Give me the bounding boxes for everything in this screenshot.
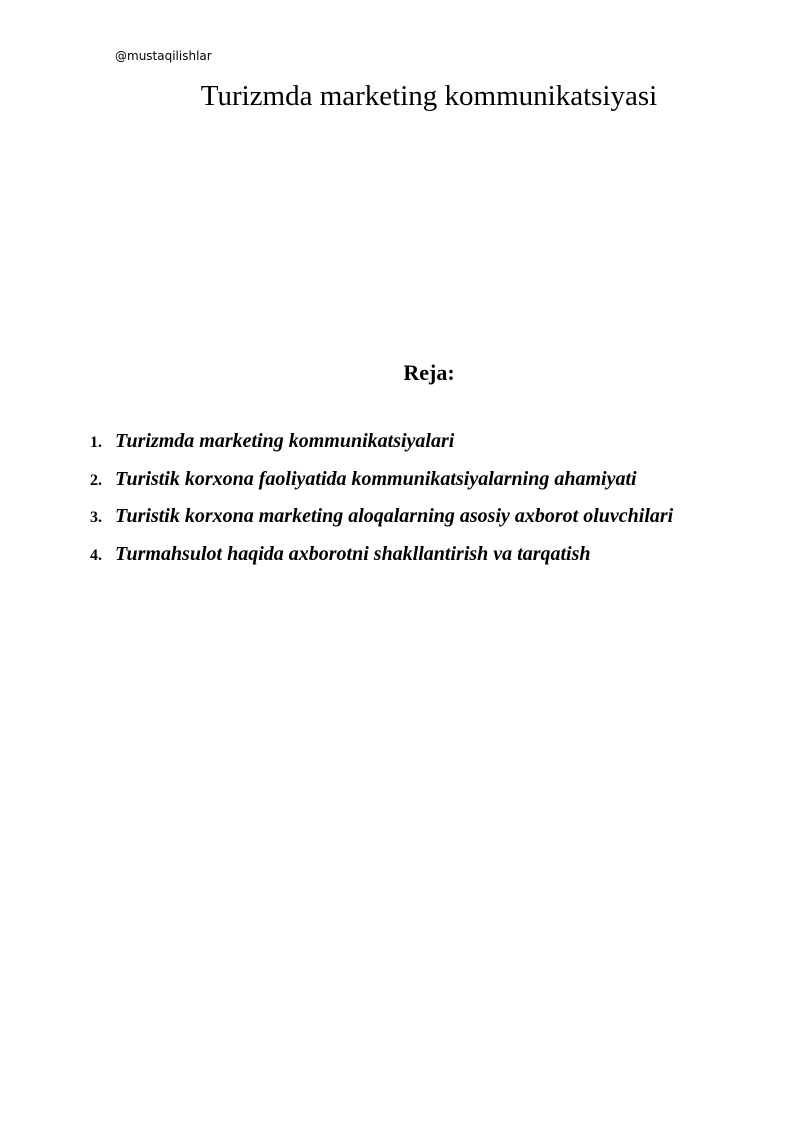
plan-item bbox=[90, 430, 673, 468]
plan-heading: Reja: bbox=[403, 360, 455, 385]
header-tag: @mustaqilishlar bbox=[115, 49, 212, 63]
plan-item-text: Turistik korxona faoliyatida kommunikatsiyalarning ahamiyati bbox=[115, 467, 637, 490]
plan-item-number: 2. bbox=[90, 471, 102, 489]
plan-item-number: 3. bbox=[90, 509, 102, 526]
plan-item-number: 1. bbox=[90, 434, 102, 451]
plan-item-text: Turizmda marketing kommunikatsiyalari bbox=[115, 430, 455, 452]
plan-item-text: Turistik korxona marketing aloqalarning asosiy axborot oluvchilari bbox=[115, 505, 674, 527]
plan-item-number: 4. bbox=[90, 546, 102, 564]
plan-list bbox=[90, 430, 673, 580]
plan-item-text: Turmahsulot haqida axborotni shakllantirish va tarqatish bbox=[115, 542, 591, 565]
document-title: Turizmda marketing kommunikatsiyasi bbox=[200, 80, 658, 112]
plan-item bbox=[90, 543, 673, 581]
plan-item bbox=[90, 505, 673, 543]
plan-item bbox=[90, 468, 673, 506]
